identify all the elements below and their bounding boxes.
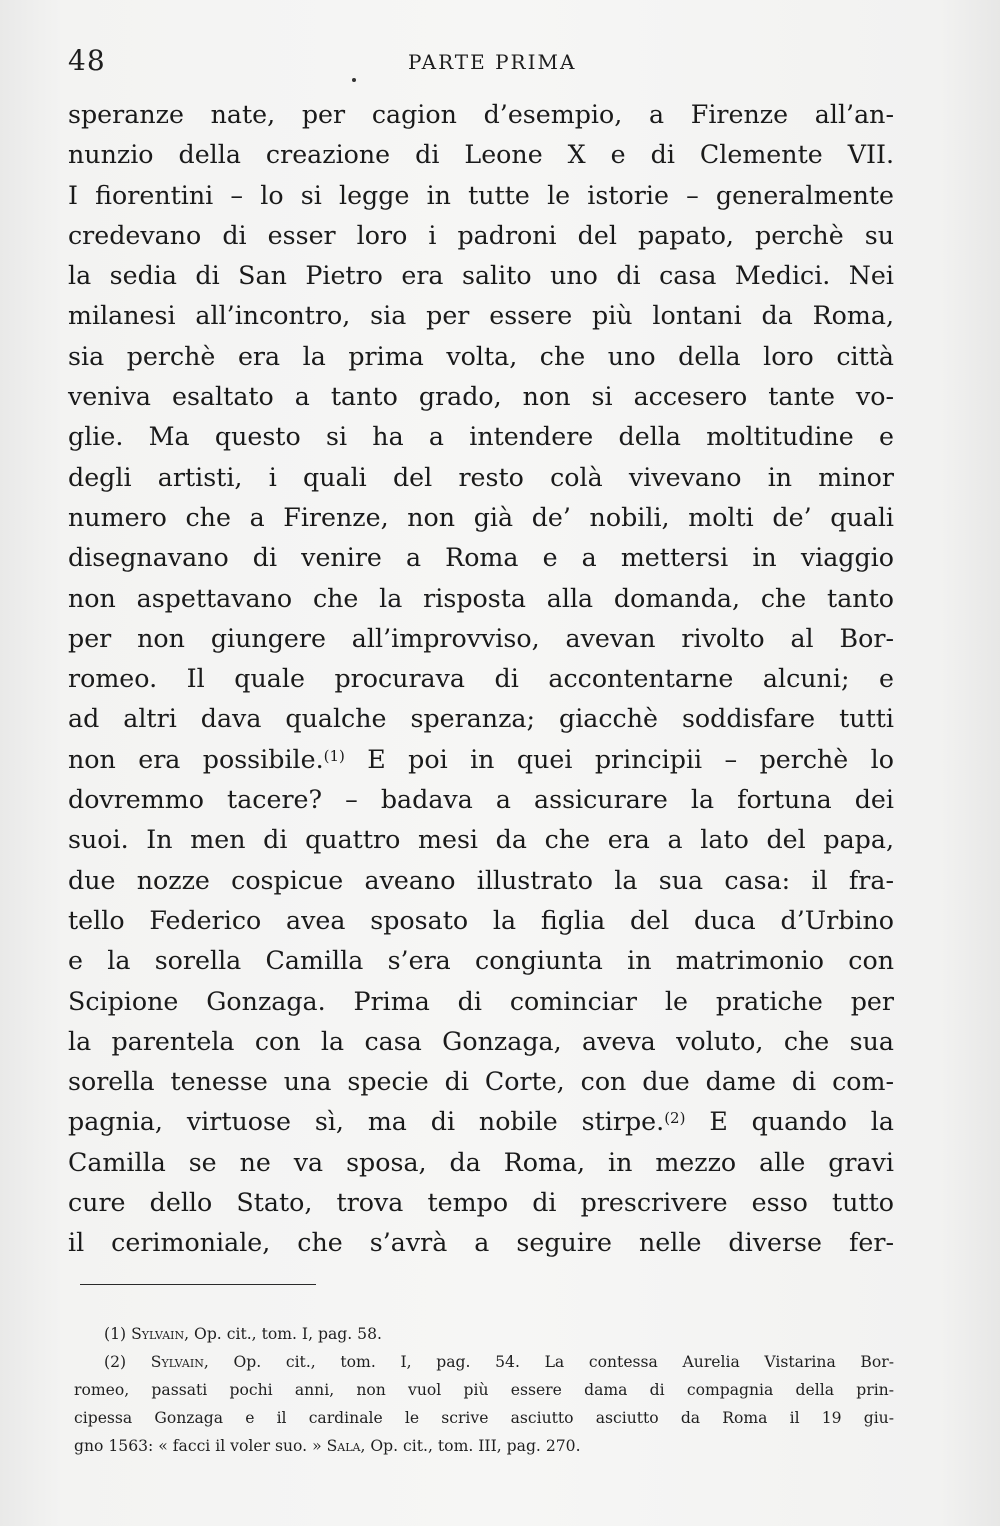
footnote-author: Sylvain xyxy=(131,1325,185,1343)
footnote-line: romeo, passati pochi anni, non vuol più essere dama di compagnia della prin- xyxy=(74,1381,894,1399)
footnote-mark: (2) xyxy=(104,1353,127,1371)
text-line: sia perchè era la prima volta, che uno della loro città xyxy=(68,341,894,371)
text-line: credevano di esser loro i padroni del papato, perchè su xyxy=(68,220,894,250)
text-line-with-footnote xyxy=(68,1102,894,1142)
text-line: sorella tenesse una specie di Corte, con due dame di com- xyxy=(68,1067,894,1097)
text-line: la parentela con la casa Gonzaga, aveva voluto, che sua xyxy=(68,1026,894,1056)
text-line: degli artisti, i quali del resto colà vivevano in minor xyxy=(68,462,894,492)
text-segment: E poi in quei principii – perchè lo xyxy=(367,744,895,774)
text-line: e la sorella Camilla s’era congiunta in matrimonio con xyxy=(68,946,894,976)
text-line: cure dello Stato, trova tempo di prescrivere esso tutto xyxy=(68,1188,894,1218)
text-line: il cerimoniale, che s’avrà a seguire nelle diverse fer- xyxy=(68,1228,894,1258)
footnote-text: , Op. cit., tom. III, pag. 270. xyxy=(360,1437,581,1455)
text-line: tello Federico avea sposato la figlia del duca d’Urbino xyxy=(68,905,894,935)
text-line: Camilla se ne va sposa, da Roma, in mezzo alle gravi xyxy=(68,1147,894,1177)
text-line: non aspettavano che la risposta alla domanda, che tanto xyxy=(68,583,894,613)
text-line: due nozze cospicue aveano illustrato la sua casa: il fra- xyxy=(68,865,894,895)
footnote-1 xyxy=(74,1320,894,1348)
text-line: la sedia di San Pietro era salito uno di casa Medici. Nei xyxy=(68,261,894,291)
text-line: disegnavano di venire a Roma e a mettersi in viaggio xyxy=(68,543,894,573)
footnote-mark: (2) xyxy=(664,1109,686,1128)
footnote-line: cipessa Gonzaga e il cardinale le scrive asciutto asciutto da Roma il 19 giu- xyxy=(74,1409,894,1427)
page-number: 48 xyxy=(68,44,106,77)
text-line: Scipione Gonzaga. Prima di cominciar le pratiche per xyxy=(68,986,894,1016)
footnote-rule xyxy=(80,1284,316,1285)
text-line: nunzio della creazione di Leone X e di Clemente VII. xyxy=(68,140,894,170)
text-line: dovremmo tacere? – badava a assicurare la fortuna dei xyxy=(68,785,894,815)
footnote-text: , Op. cit., tom. I, pag. 54. La contessa Aurelia Vistarina Bor- xyxy=(203,1353,894,1371)
footnote-line xyxy=(74,1432,894,1460)
main-text xyxy=(68,95,894,1264)
footnote-author: Sylvain xyxy=(150,1353,204,1371)
text-segment: E quando la xyxy=(709,1107,894,1137)
footnote-text: gno 1563: « facci il voler suo. » xyxy=(74,1437,327,1455)
footnote-mark: (1) xyxy=(104,1325,127,1343)
text-line: milanesi all’incontro, sia per essere più lontani da Roma, xyxy=(68,301,894,331)
footnote-mark: (1) xyxy=(323,746,345,765)
text-line: I fiorentini – lo si legge in tutte le istorie – generalmente xyxy=(68,180,894,210)
text-line: suoi. In men di quattro mesi da che era a lato del papa, xyxy=(68,825,894,855)
running-head: PARTE PRIMA xyxy=(408,50,577,74)
text-line: romeo. Il quale procurava di accontentarne alcuni; e xyxy=(68,664,894,694)
text-segment: pagnia, virtuose sì, ma di nobile stirpe. xyxy=(68,1107,665,1137)
text-line: per non giungere all’improvviso, avevan rivolto al Bor- xyxy=(68,623,894,653)
footnote-author: Sala xyxy=(326,1437,361,1455)
text-segment: non era possibile. xyxy=(68,744,324,774)
ink-speck xyxy=(352,78,356,82)
footnotes xyxy=(74,1320,894,1460)
text-line: speranze nate, per cagion d’esempio, a Firenze all’an- xyxy=(68,100,894,129)
footnote-text: , Op. cit., tom. I, pag. 58. xyxy=(184,1325,382,1343)
text-line: glie. Ma questo si ha a intendere della moltitudine e xyxy=(68,422,894,452)
text-line-with-footnote xyxy=(68,740,894,780)
footnote-2 xyxy=(74,1348,894,1376)
text-line: veniva esaltato a tanto grado, non si accesero tante vo- xyxy=(68,382,894,412)
page-header xyxy=(68,44,894,84)
text-line: ad altri dava qualche speranza; giacchè soddisfare tutti xyxy=(68,704,894,734)
text-line: numero che a Firenze, non già de’ nobili, molti de’ quali xyxy=(68,502,894,532)
